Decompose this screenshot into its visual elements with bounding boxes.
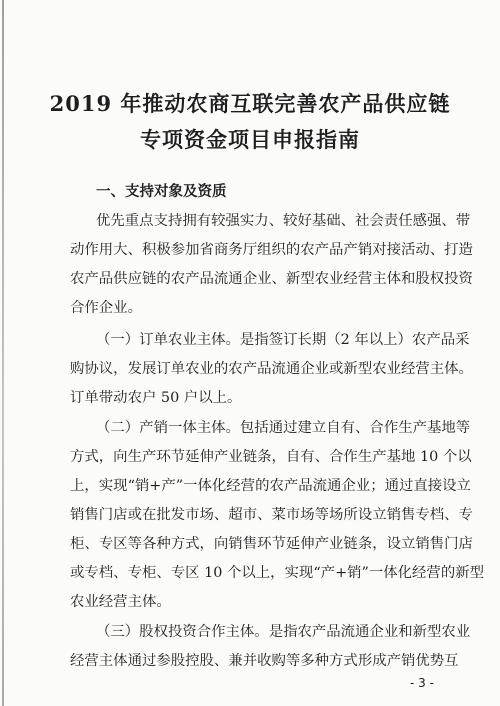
body-line: 购协议，发展订单农业的农产品流通企业或新型农业经营主体。 xyxy=(70,361,473,377)
body-line: 优先重点支持拥有较强实力、较好基础、社会责任感强、带 xyxy=(96,213,471,229)
document-title-line-2: 专项资金项目申报指南 xyxy=(140,127,360,152)
body-line: 或专档、专柜、专区 10 个以上，实现“产+销”一体化经营的新型 xyxy=(70,565,484,581)
body-line: （一）订单农业主体。是指签订长期（2 年以上）农产品采 xyxy=(96,332,470,348)
body-line: 农产品供应链的农产品流通企业、新型农业经营主体和股权投资 xyxy=(70,271,473,287)
body-line: 方式，向生产环节延伸产业链条，自有、合作生产基地 10 个以 xyxy=(70,449,472,465)
body-line: （二）产销一体主体。包括通过建立自有、合作生产基地等 xyxy=(96,420,471,436)
document-title-line-1: 2019 年推动农商互联完善农产品供应链 xyxy=(49,91,451,116)
body-line: 农业经营主体。 xyxy=(70,594,171,610)
body-line: 动作用大、积极参加省商务厅组织的农产品产销对接活动、打造 xyxy=(70,242,473,258)
body-line: 经营主体通过参股控股、兼并收购等多种方式形成产销优势互 xyxy=(70,653,459,669)
body-line: 销售门店或在批发市场、超市、菜市场等场所设立销售专档、专 xyxy=(70,507,473,523)
section-heading: 一、支持对象及资质 xyxy=(96,183,227,200)
body-line: （三）股权投资合作主体。是指农产品流通企业和新型农业 xyxy=(96,624,471,640)
body-line: 合作企业。 xyxy=(70,300,142,316)
body-line: 上，实现“销+产”一体化经营的农产品流通企业；通过直接设立 xyxy=(70,478,471,494)
body-line: 订单带动农户 50 户以上。 xyxy=(70,390,242,406)
page-number: - 3 - xyxy=(410,676,434,690)
body-line: 柜、专区等各种方式，向销售环节延伸产业链条，设立销售门店 xyxy=(70,536,473,552)
